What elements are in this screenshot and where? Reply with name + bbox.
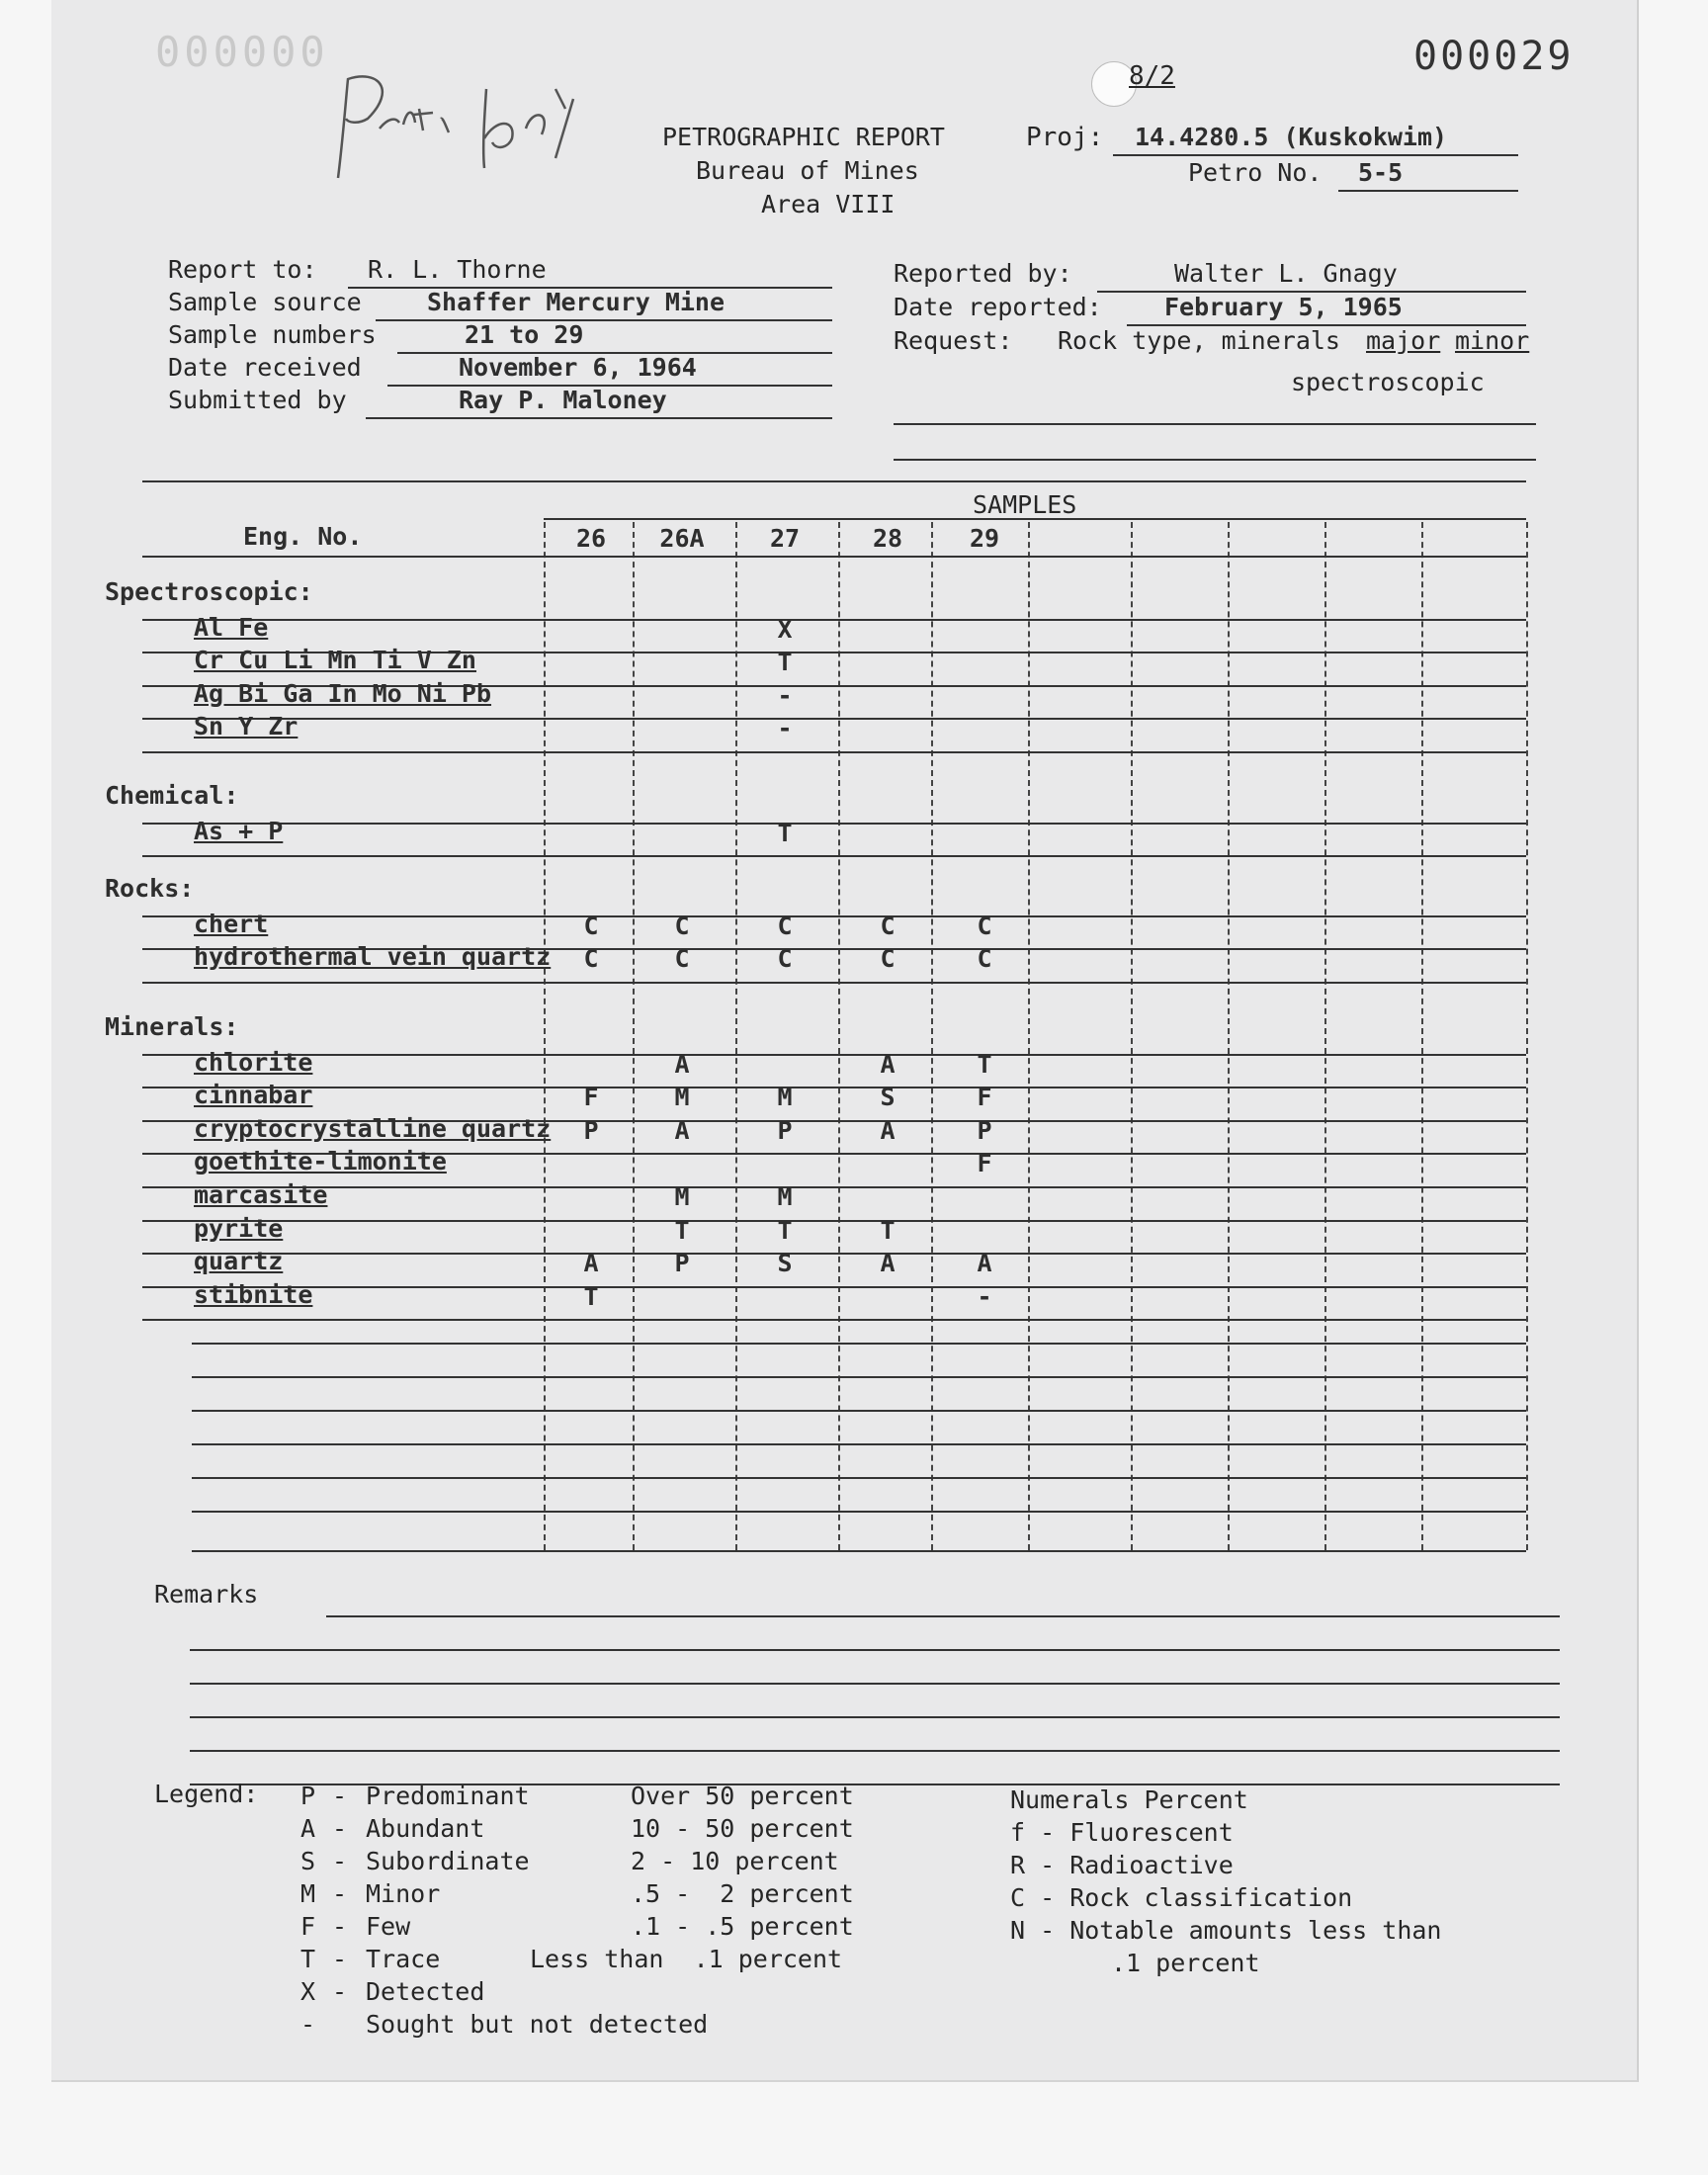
table-cell: P (777, 1115, 793, 1145)
table-cell: T (880, 1215, 896, 1245)
table-cell: P (674, 1249, 690, 1278)
table-cell: C (583, 944, 599, 974)
table-cell: C (977, 911, 992, 940)
table-cell: T (674, 1215, 690, 1245)
table-rule (192, 1376, 1526, 1378)
legend-code: T (300, 1945, 316, 1973)
legend-name: Predominant (366, 1782, 530, 1810)
legend-dash: - (332, 1847, 348, 1875)
legend-code: P (300, 1782, 316, 1810)
table-cell: C (880, 911, 896, 940)
table-cell: C (674, 911, 690, 940)
table-cell: X (777, 614, 793, 644)
request-label: Request: (894, 326, 1013, 355)
petro-label: Petro No. (1188, 158, 1323, 187)
request-text: Rock type, minerals (1058, 326, 1340, 355)
table-column-divider (1131, 522, 1133, 1550)
table-cell: C (583, 911, 599, 940)
table-rule (142, 1186, 1526, 1188)
table-rule (142, 556, 1526, 558)
row-label: chert (194, 909, 269, 938)
table-cell: C (674, 944, 690, 974)
table-cell: A (977, 1249, 992, 1278)
table-cell: T (777, 1215, 793, 1245)
table-rule (142, 1253, 1526, 1255)
legend-right-item: Numerals Percent (1010, 1785, 1248, 1814)
table-column-divider (1526, 522, 1528, 1550)
table-column-divider (633, 522, 635, 1550)
sample-column-header: 28 (872, 524, 903, 553)
table-rule (142, 1054, 1526, 1056)
report-to-value: R. L. Thorne (368, 255, 547, 284)
row-label: Cr Cu Li Mn Ti V Zn (194, 646, 476, 675)
legend-name: Sought but not detected (366, 2010, 709, 2039)
section-title: Chemical: (105, 781, 239, 810)
table-rule (142, 1286, 1526, 1288)
table-cell: C (777, 944, 793, 974)
legend-name: Detected (366, 1977, 485, 2006)
table-cell: S (777, 1249, 793, 1278)
table-rule (142, 823, 1526, 825)
table-cell: M (674, 1182, 690, 1211)
row-label: Sn Y Zr (194, 712, 299, 741)
legend-code: - (300, 2010, 316, 2039)
table-rule (192, 1511, 1526, 1513)
legend-range: 2 - 10 percent (631, 1847, 839, 1875)
date-received-label: Date received (168, 353, 362, 382)
date-reported-label: Date reported: (894, 293, 1102, 321)
row-label: As + P (194, 816, 284, 845)
legend-range: .1 - .5 percent (631, 1912, 854, 1941)
table-rule (142, 1087, 1526, 1088)
table-rule (142, 982, 1526, 984)
sample-numbers-label: Sample numbers (168, 320, 377, 349)
submitted-by-label: Submitted by (168, 386, 347, 414)
section-title: Rocks: (105, 874, 195, 903)
table-cell: T (777, 818, 793, 847)
legend-code: S (300, 1847, 316, 1875)
table-column-divider (735, 522, 737, 1550)
legend-code: X (300, 1977, 316, 2006)
legend-dash: - (332, 1977, 348, 2006)
table-cell: C (977, 944, 992, 974)
row-label: Ag Bi Ga In Mo Ni Pb (194, 678, 492, 708)
eng-no-label: Eng. No. (243, 522, 363, 551)
table-column-divider (1421, 522, 1423, 1550)
legend-label: Legend: (154, 1780, 259, 1808)
table-cell: F (977, 1149, 992, 1178)
table-cell: T (583, 1281, 599, 1311)
table-cell: C (777, 911, 793, 940)
table-column-divider (544, 522, 546, 1550)
legend-dash: - (332, 1782, 348, 1810)
legend-code: A (300, 1814, 316, 1843)
table-cell: A (674, 1115, 690, 1145)
table-cell: A (674, 1049, 690, 1079)
remarks-line (190, 1649, 1560, 1651)
sample-column-header: 29 (969, 524, 1000, 553)
table-cell: P (977, 1115, 992, 1145)
legend-dash: - (332, 1814, 348, 1843)
request-spectroscopic: spectroscopic (1291, 368, 1485, 396)
legend-range: .5 - 2 percent (631, 1879, 854, 1908)
proj-value: 14.4280.5 (Kuskokwim) (1135, 123, 1448, 151)
table-cell: C (880, 944, 896, 974)
sample-column-header: 26A (659, 524, 705, 553)
table-cell: - (777, 714, 793, 743)
sample-source-label: Sample source (168, 288, 362, 316)
proj-label: Proj: (1026, 123, 1104, 152)
legend-range: Less than .1 percent (530, 1945, 843, 1973)
samples-header: SAMPLES (973, 490, 1077, 519)
legend-range: Over 50 percent (631, 1782, 854, 1810)
table-cell: T (977, 1049, 992, 1079)
row-label: chlorite (194, 1047, 313, 1077)
row-label: quartz (194, 1247, 284, 1276)
table-rule (142, 718, 1526, 720)
table-rule (192, 1443, 1526, 1445)
legend-right-item: .1 percent (1111, 1949, 1260, 1977)
remarks-line (190, 1716, 1560, 1718)
legend-name: Minor (366, 1879, 441, 1908)
table-rule (142, 619, 1526, 621)
legend-name: Subordinate (366, 1847, 530, 1875)
table-column-divider (931, 522, 933, 1550)
table-cell: A (880, 1115, 896, 1145)
table-rule (142, 1220, 1526, 1222)
table-cell: A (583, 1249, 599, 1278)
sample-column-header: 26 (575, 524, 607, 553)
legend-dash: - (332, 1912, 348, 1941)
legend-right-item: R - Radioactive (1010, 1851, 1234, 1879)
date-received-value: November 6, 1964 (459, 353, 697, 382)
legend-name: Few (366, 1912, 411, 1941)
table-cell: M (777, 1083, 793, 1112)
table-cell: A (880, 1049, 896, 1079)
reported-by-label: Reported by: (894, 259, 1072, 288)
reported-by-value: Walter L. Gnagy (1174, 259, 1398, 288)
sample-source-value: Shaffer Mercury Mine (427, 288, 726, 316)
sample-numbers-value: 21 to 29 (465, 320, 584, 349)
row-label: marcasite (194, 1180, 328, 1209)
table-cell: M (674, 1083, 690, 1112)
remarks-line (190, 1750, 1560, 1752)
report-page (51, 0, 1639, 2082)
table-cell: T (777, 648, 793, 677)
table-rule (192, 1477, 1526, 1479)
table-cell: A (880, 1249, 896, 1278)
sample-column-header: 27 (769, 524, 801, 553)
row-label: pyrite (194, 1213, 284, 1243)
legend-name: Abundant (366, 1814, 485, 1843)
table-column-divider (1324, 522, 1326, 1550)
report-to-label: Report to: (168, 255, 317, 284)
table-rule (192, 1343, 1526, 1345)
report-title: PETROGRAPHIC REPORT (662, 123, 945, 151)
row-label: cryptocrystalline quartz (194, 1113, 552, 1143)
table-cell: - (777, 680, 793, 710)
legend-name: Trace (366, 1945, 441, 1973)
faded-serial: 000000 (155, 28, 329, 76)
row-label: Al Fe (194, 612, 269, 642)
submitted-by-value: Ray P. Maloney (459, 386, 667, 414)
request-major: major (1366, 326, 1441, 355)
handwritten-annotation (318, 59, 674, 198)
legend-dash: - (332, 1879, 348, 1908)
area-label: Area VIII (761, 190, 896, 218)
legend-right-item: N - Notable amounts less than (1010, 1916, 1442, 1945)
remarks-line (190, 1683, 1560, 1685)
legend-dash: - (332, 1945, 348, 1973)
section-title: Spectroscopic: (105, 577, 313, 606)
request-minor: minor (1455, 326, 1530, 355)
legend-right-item: f - Fluorescent (1010, 1818, 1234, 1847)
row-label: cinnabar (194, 1081, 313, 1110)
date-reported-value: February 5, 1965 (1164, 293, 1403, 321)
legend-range: 10 - 50 percent (631, 1814, 854, 1843)
table-column-divider (1028, 522, 1030, 1550)
table-cell: S (880, 1083, 896, 1112)
table-cell: F (583, 1083, 599, 1112)
row-label: hydrothermal vein quartz (194, 942, 552, 972)
table-rule (142, 751, 1526, 753)
table-rule (142, 915, 1526, 917)
table-cell: - (977, 1281, 992, 1311)
remarks-label: Remarks (154, 1580, 259, 1609)
table-rule (192, 1410, 1526, 1412)
table-cell: M (777, 1182, 793, 1211)
page-number: 000029 (1413, 34, 1575, 79)
ref-mark: 8/2 (1129, 61, 1175, 91)
legend-code: M (300, 1879, 316, 1908)
table-rule (192, 1550, 1526, 1552)
table-column-divider (1228, 522, 1230, 1550)
table-cell: P (583, 1115, 599, 1145)
bureau-name: Bureau of Mines (696, 156, 919, 185)
table-cell: F (977, 1083, 992, 1112)
table-rule (142, 855, 1526, 857)
petro-value: 5-5 (1358, 158, 1404, 187)
legend-right-item: C - Rock classification (1010, 1883, 1353, 1912)
remarks-line (326, 1615, 1560, 1617)
section-title: Minerals: (105, 1012, 239, 1041)
table-rule (544, 518, 1526, 520)
legend-code: F (300, 1912, 316, 1941)
table-rule (142, 1319, 1526, 1321)
row-label: stibnite (194, 1279, 313, 1309)
table-column-divider (838, 522, 840, 1550)
row-label: goethite-limonite (194, 1147, 447, 1176)
